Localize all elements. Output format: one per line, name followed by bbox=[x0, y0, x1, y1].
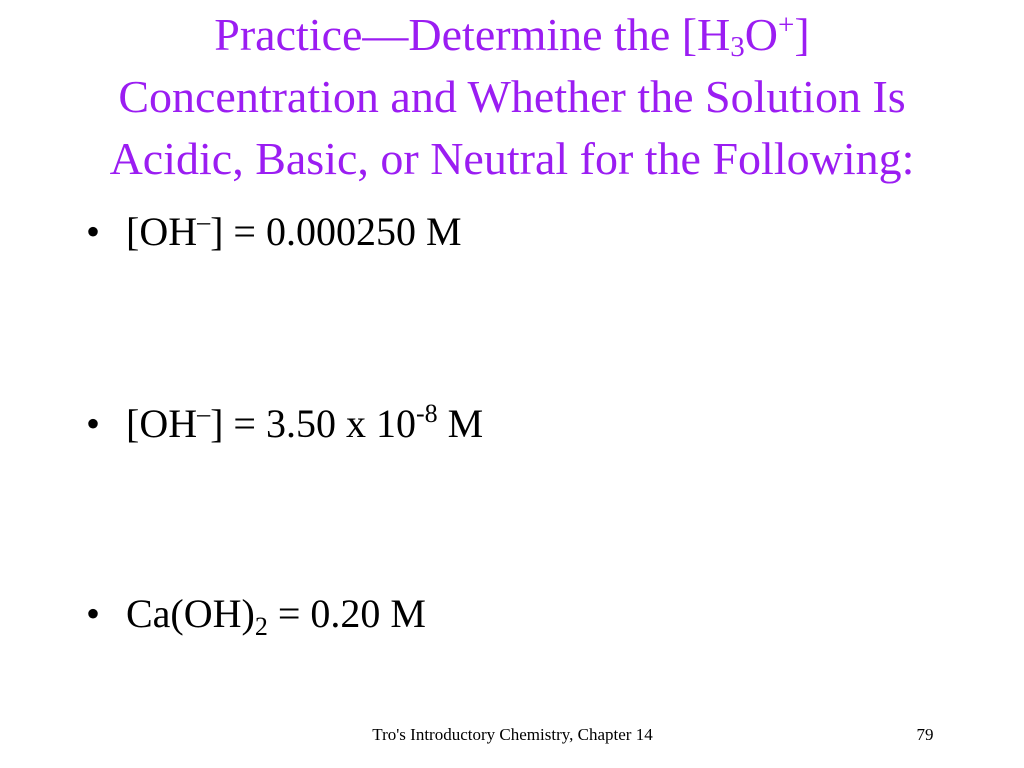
bullet-marker: • bbox=[86, 209, 101, 254]
bullet-superscript: – bbox=[197, 399, 211, 428]
bullet-text: ] = 3.50 x 10 bbox=[210, 401, 416, 446]
bullet-subscript: 2 bbox=[254, 612, 268, 641]
title-text: ] bbox=[794, 9, 810, 60]
slide-title bbox=[0, 4, 1024, 190]
bullet-text: [OH bbox=[126, 401, 198, 446]
title-line-1 bbox=[0, 4, 1024, 66]
title-text: Practice—Determine the [H bbox=[214, 9, 731, 60]
bullet-item-2 bbox=[86, 400, 483, 448]
title-superscript: + bbox=[778, 9, 795, 41]
bullet-exponent: -8 bbox=[415, 399, 438, 428]
bullet-marker: • bbox=[86, 401, 101, 446]
page-number: 79 bbox=[916, 725, 934, 744]
bullet-text: [OH bbox=[126, 209, 198, 254]
title-subscript: 3 bbox=[730, 31, 745, 63]
bullet-item-1 bbox=[86, 208, 462, 256]
bullet-superscript: – bbox=[197, 207, 211, 236]
bullet-marker: • bbox=[86, 591, 101, 636]
bullet-text: = 0.20 M bbox=[267, 591, 426, 636]
bullet-text: ] = 0.000250 M bbox=[210, 209, 462, 254]
title-line-3: Acidic, Basic, or Neutral for the Following: bbox=[109, 133, 915, 184]
bullet-text: M bbox=[437, 401, 484, 446]
footer-text: Tro's Introductory Chemistry, Chapter 14 bbox=[372, 725, 653, 744]
title-text: O bbox=[744, 9, 779, 60]
bullet-item-3 bbox=[86, 590, 426, 641]
title-line-2: Concentration and Whether the Solution Is bbox=[118, 71, 906, 122]
bullet-text: Ca(OH) bbox=[126, 591, 255, 636]
